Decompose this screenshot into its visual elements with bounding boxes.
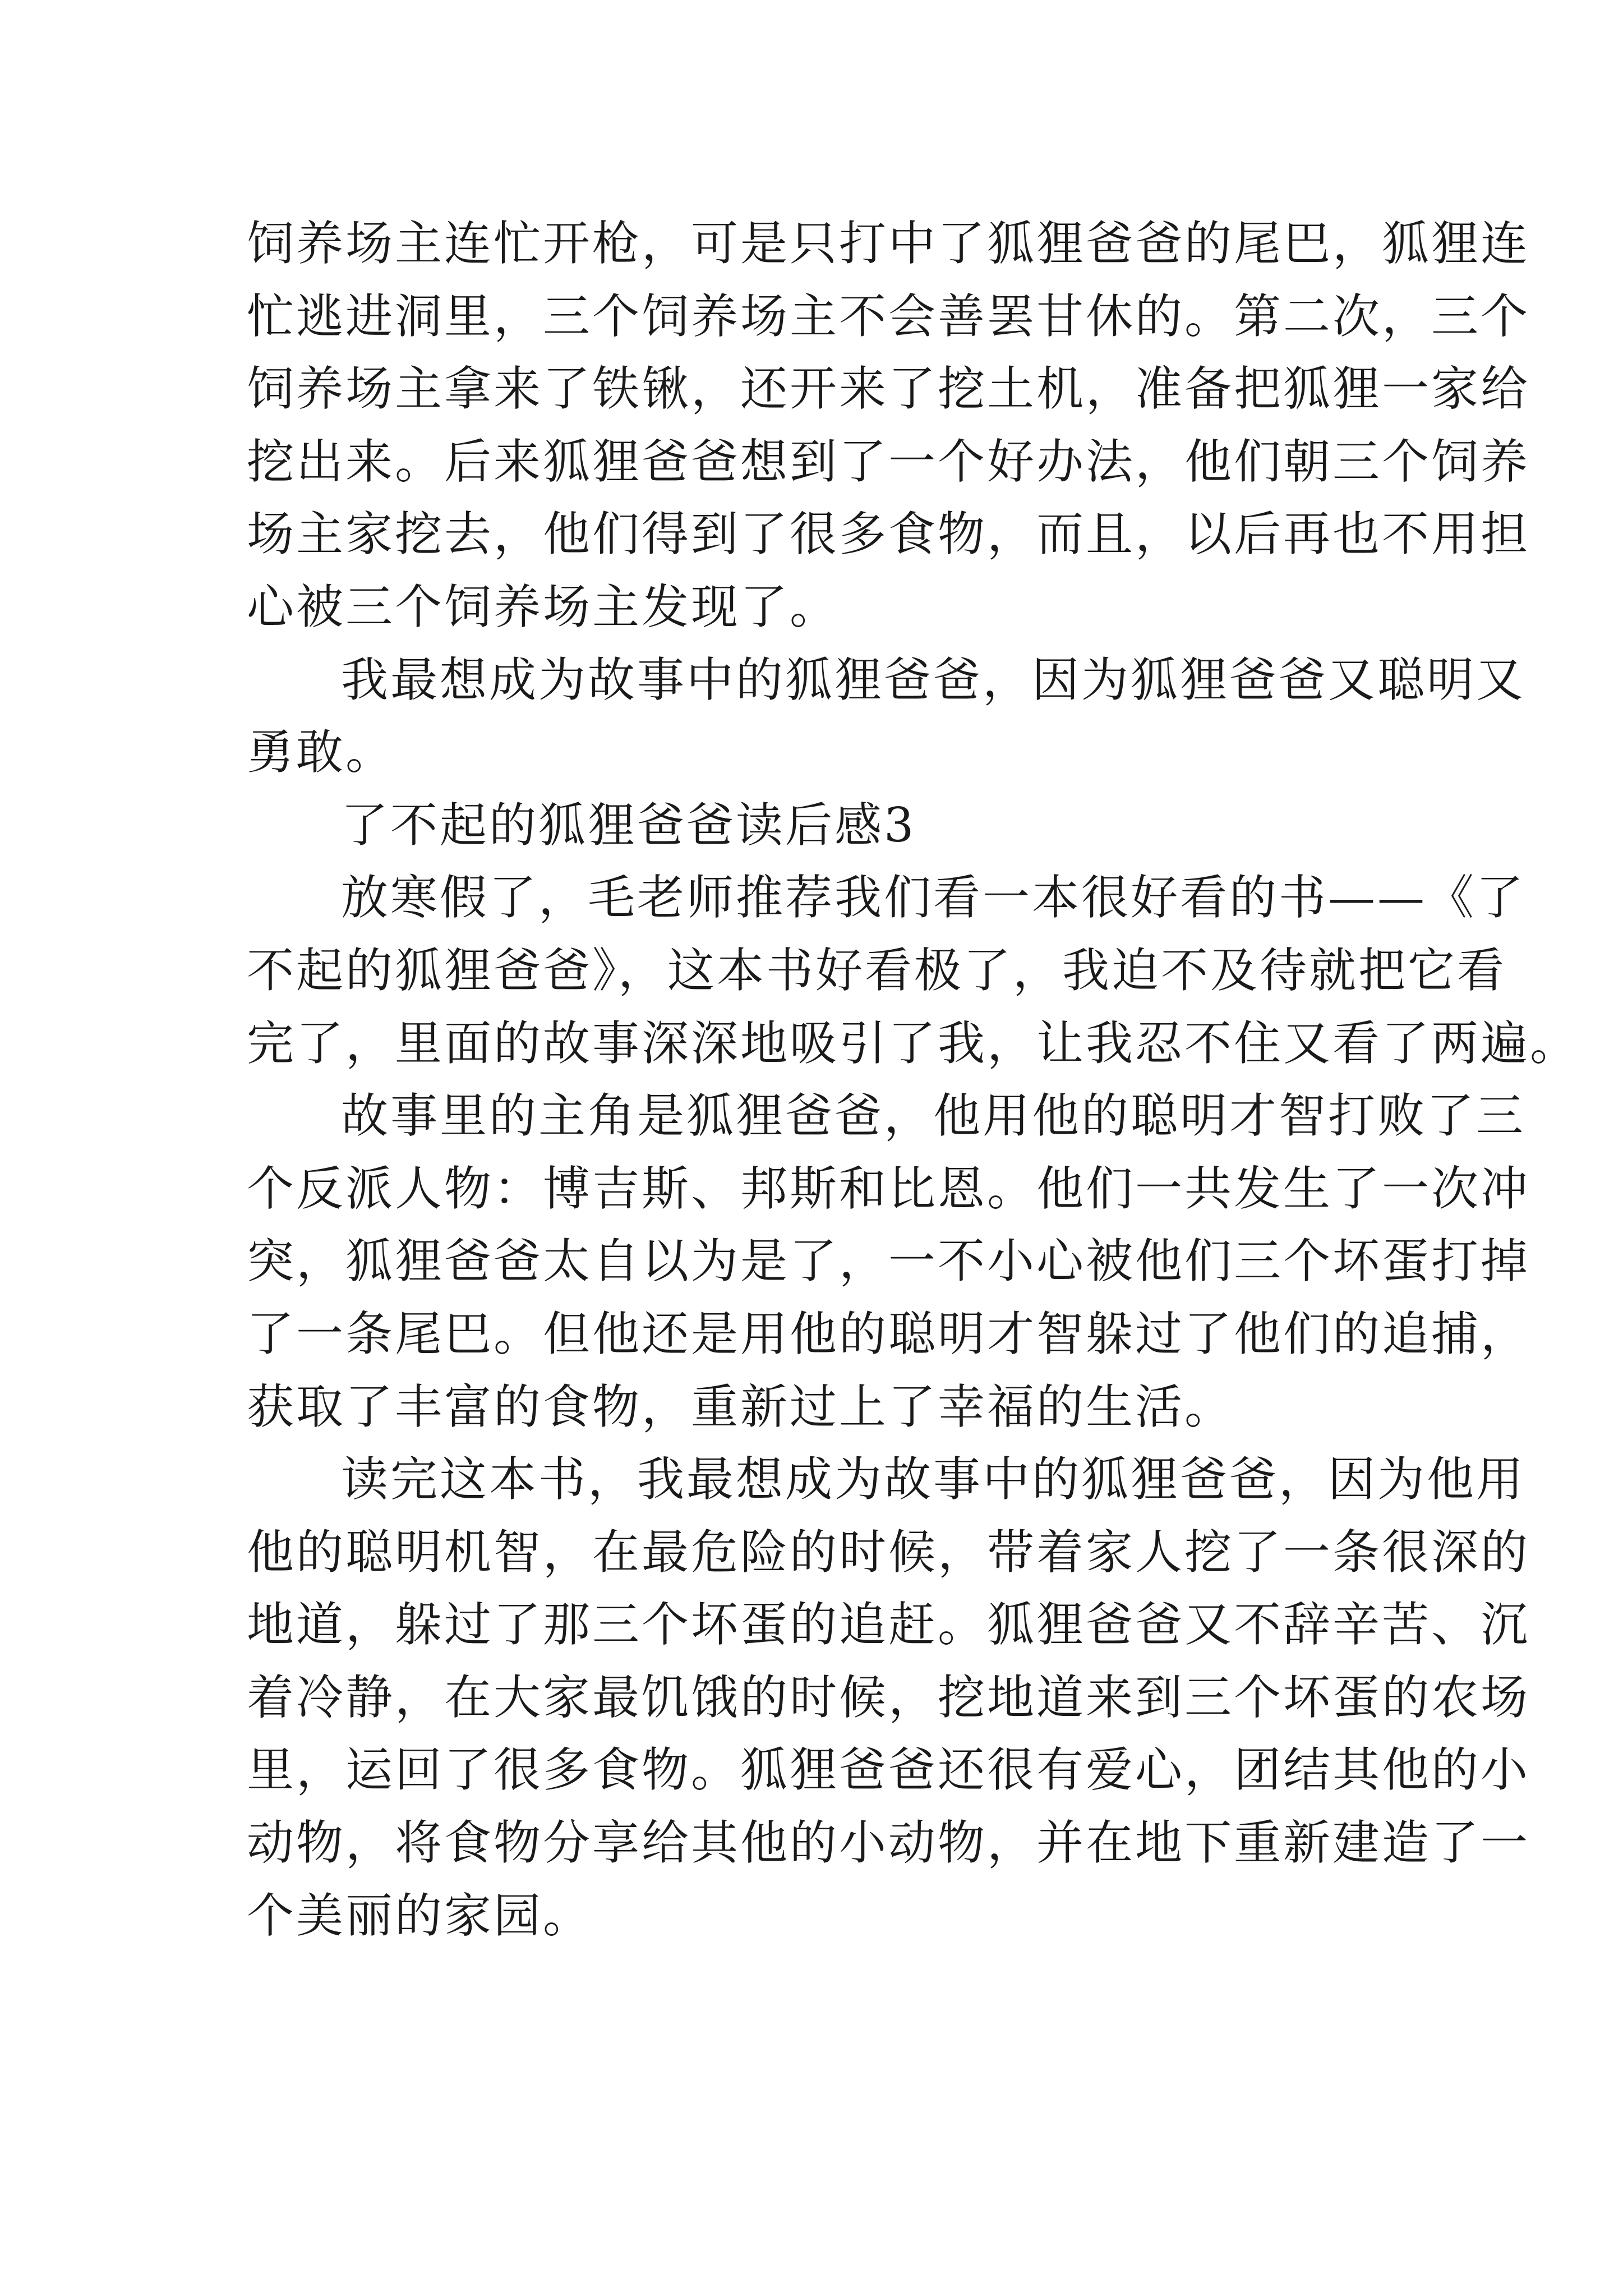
section-heading <box>247 789 1396 862</box>
text-line: 完了，里面的故事深深地吸引了我，让我忍不住又看了两遍。 <box>247 1015 1580 1071</box>
text-line: 挖出来。后来狐狸爸爸想到了一个好办法，他们朝三个饲养 <box>247 434 1530 489</box>
text-line: 他的聪明机智，在最危险的时候，带着家人挖了一条很深的 <box>247 1524 1530 1580</box>
text-line: 读完这本书，我最想成为故事中的狐狸爸爸，因为他用 <box>341 1452 1526 1507</box>
paragraph-1 <box>247 208 1530 644</box>
paragraph-2 <box>247 644 1526 789</box>
text-line: 着冷静，在大家最饥饿的时候，挖地道来到三个坏蛋的农场 <box>247 1669 1530 1725</box>
text-line: 个美丽的家园。 <box>247 1888 593 1943</box>
text-line: 里，运回了很多食物。狐狸爸爸还很有爱心，团结其他的小 <box>247 1742 1530 1798</box>
text-line: 了一条尾巴。但他还是用他的聪明才智躲过了他们的追捕， <box>247 1306 1530 1361</box>
paragraph-5 <box>247 1080 1530 1443</box>
text-line: 心被三个饲养场主发现了。 <box>247 579 840 634</box>
text-line: 忙逃进洞里，三个饲养场主不会善罢甘休的。第二次，三个 <box>247 288 1530 344</box>
text-line: 放寒假了，毛老师推荐我们看一本很好看的书——《了 <box>341 870 1526 926</box>
paragraph-6 <box>247 1443 1530 1952</box>
text-line: 动物，将食物分享给其他的小动物，并在地下重新建造了一 <box>247 1815 1530 1871</box>
text-line: 地道，躲过了那三个坏蛋的追赶。狐狸爸爸又不辞辛苦、沉 <box>247 1597 1530 1653</box>
text-line: 我最想成为故事中的狐狸爸爸，因为狐狸爸爸又聪明又 <box>341 652 1526 707</box>
paragraph-4 <box>247 862 1580 1080</box>
document-body <box>247 208 1580 1952</box>
text-line: 获取了丰富的食物，重新过上了幸福的生活。 <box>247 1379 1234 1434</box>
text-line: 不起的狐狸爸爸》，这本书好看极了，我迫不及待就把它看 <box>247 942 1507 998</box>
text-line: 场主家挖去，他们得到了很多食物，而且，以后再也不用担 <box>247 507 1530 562</box>
text-line: 勇敢。 <box>247 725 395 780</box>
text-line: 饲养场主拿来了铁锹，还开来了挖土机，准备把狐狸一家给 <box>247 361 1530 417</box>
text-line: 故事里的主角是狐狸爸爸，他用他的聪明才智打败了三 <box>341 1088 1526 1144</box>
text-line: 突，狐狸爸爸太自以为是了，一不小心被他们三个坏蛋打掉 <box>247 1234 1530 1289</box>
text-line: 个反派人物：博吉斯、邦斯和比恩。他们一共发生了一次冲 <box>247 1161 1530 1216</box>
text-line: 饲养场主连忙开枪，可是只打中了狐狸爸爸的尾巴，狐狸连 <box>247 216 1530 271</box>
heading-line: 了不起的狐狸爸爸读后感3 <box>341 797 916 853</box>
